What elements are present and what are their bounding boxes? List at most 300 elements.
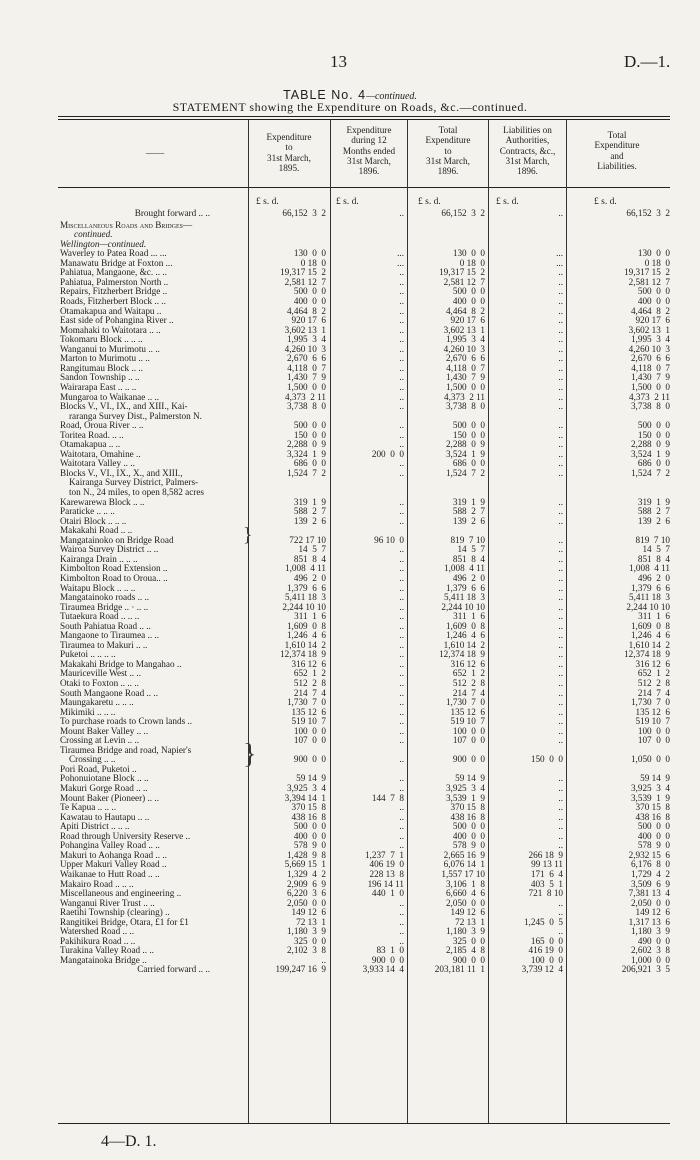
amount-cell: 496 2 0 (293, 572, 326, 583)
amount-cell: .. (399, 315, 404, 326)
amount-cell: 3,739 12 4 (521, 964, 563, 975)
amount-cell: 1,379 6 6 (630, 582, 670, 593)
row-label: Manawatu Bridge at Foxton ... (60, 258, 173, 268)
amount-cell: 5,411 18 3 (284, 592, 326, 602)
amount-cell: 370 15 8 (635, 802, 670, 813)
row-label: Kawatau to Hautapu .. .. (60, 812, 150, 822)
amount-cell: 900 0 0 (371, 954, 404, 965)
row-label: Paraticke .. .. .. (60, 507, 115, 517)
row-label: Kairanga Survey District, Palmers- (69, 478, 199, 488)
amount-cell: 3,394 14 1 (284, 792, 326, 803)
amount-cell: 66,152 3 2 (282, 208, 326, 218)
row-label: Makakahi Bridge to Mangahao .. (60, 659, 182, 669)
amount-cell: .. (558, 907, 563, 918)
amount-cell: 578 9 0 (452, 840, 485, 851)
amount-cell: 3,602 13 1 (628, 324, 670, 335)
amount-cell: .. (558, 506, 563, 517)
amount-cell: .. (558, 496, 563, 507)
amount-cell: .. (399, 506, 404, 517)
amount-cell: 59 14 9 (455, 773, 485, 784)
amount-cell: .. (558, 324, 563, 335)
amount-cell: 150 0 0 (452, 429, 485, 440)
amount-cell: .. (399, 372, 404, 383)
row-label: Sandon Township .. .. (60, 373, 140, 383)
amount-cell: 130 0 0 (452, 248, 485, 259)
column-header-line: during 12 (351, 135, 387, 146)
row-label: Roads, Fitzherbert Block .. .. (60, 297, 166, 306)
amount-cell: 2,102 3 8 (286, 945, 326, 956)
amount-cell: 100 0 0 (637, 725, 670, 736)
amount-cell: 496 2 0 (452, 572, 485, 583)
row-label: Raetihi Township (clearing) .. (60, 908, 170, 918)
amount-cell: 1,180 3 9 (445, 926, 485, 937)
column-header-line: Liabilities on (503, 125, 552, 135)
amount-cell: .. (399, 620, 404, 631)
footer-signature: 4—D. 1. (101, 1133, 157, 1150)
amount-cell: .. (558, 553, 563, 564)
amount-cell: 1,050 0 0 (630, 754, 670, 765)
row-label: continued. (74, 229, 113, 240)
row-label: Road, Oroua River .. .. (60, 421, 144, 431)
amount-cell: .. (558, 420, 563, 431)
amount-cell: .. (558, 658, 563, 669)
row-label: Mangatainoko on Bridge Road (60, 535, 174, 545)
amount-cell: 206,921 3 5 (621, 964, 670, 975)
amount-cell: 107 0 0 (637, 735, 670, 746)
amount-cell: .. (558, 620, 563, 631)
amount-cell: 920 17 6 (450, 315, 485, 326)
amount-cell: 99 13 11 (531, 859, 563, 870)
amount-cell: .. (558, 611, 563, 622)
amount-cell: 438 16 8 (291, 811, 326, 822)
amount-cell: .. (558, 735, 563, 746)
amount-cell: 3,106 1 8 (445, 878, 485, 889)
amount-cell: .. (558, 305, 563, 316)
amount-cell: .. (558, 208, 563, 218)
amount-cell: 311 1 6 (638, 611, 670, 622)
amount-cell: .. (399, 802, 404, 813)
amount-cell: .. (558, 592, 563, 602)
amount-cell: 12,374 18 9 (439, 649, 485, 660)
amount-cell: 19,317 15 2 (439, 267, 485, 278)
rule-head (58, 187, 670, 188)
amount-cell: 149 12 6 (291, 907, 326, 918)
amount-cell: 2,288 0 9 (445, 439, 485, 450)
amount-cell: 1,610 14 2 (628, 639, 670, 650)
amount-cell: 500 0 0 (293, 420, 326, 431)
amount-cell: 440 1 0 (371, 888, 404, 898)
row-label: Toritea Road. .. .. (60, 430, 124, 440)
column-header-description: —— (145, 148, 165, 158)
amount-cell: 2,602 3 8 (630, 945, 670, 956)
row-label: Carried forward .. .. (137, 964, 210, 975)
amount-cell: 2,581 12 7 (443, 276, 485, 287)
unit-col-4: £ s. d. (496, 197, 519, 207)
amount-cell: 920 17 6 (635, 315, 670, 326)
amount-cell: 316 12 6 (450, 658, 485, 669)
amount-cell: .. (399, 324, 404, 335)
row-label: Waverley to Patea Road ... ... (60, 249, 167, 259)
row-label: Repairs, Fitzherbert Bridge .. (60, 287, 168, 297)
amount-cell: .. (558, 840, 563, 851)
amount-cell: 722 17 10 (289, 534, 326, 545)
column-header-line: Liabilities. (597, 160, 637, 171)
row-label: Waikanae to Hutt Road .. .. (60, 869, 160, 879)
amount-cell: 686 0 0 (637, 458, 670, 469)
row-label: Miscellaneous and engineering .. (60, 889, 182, 898)
row-label: Tiraumea Bridge and road, Napier's (60, 745, 192, 755)
amount-cell: 6,076 14 1 (443, 859, 485, 870)
amount-cell: 4,373 2 11 (284, 391, 326, 402)
amount-cell: .. (558, 830, 563, 841)
amount-cell: 14 5 7 (298, 544, 326, 555)
amount-cell: .. (399, 830, 404, 841)
amount-cell: 4,118 0 7 (631, 362, 670, 373)
amount-cell: 652 1 2 (637, 668, 670, 679)
row-label: Otamakapua .. .. (60, 440, 121, 450)
amount-cell: 4,373 2 11 (443, 391, 485, 402)
amount-cell: .. (399, 754, 404, 765)
amount-cell: .. (558, 716, 563, 727)
amount-cell: 6,660 4 6 (445, 888, 485, 898)
amount-cell: .. (399, 697, 404, 707)
column-header-expenditure-1895 (249, 132, 329, 173)
amount-cell: .. (399, 716, 404, 727)
row-label: Mount Baker (Pioneer) .. .. (60, 793, 159, 803)
row-label: Otamakapua and Waitapu .. (60, 306, 162, 316)
amount-cell: 1,995 3 4 (445, 334, 485, 345)
row-label: To purchase roads to Crown lands .. (60, 717, 193, 727)
rule-top-2 (58, 119, 670, 120)
amount-cell: 66,152 3 2 (441, 208, 485, 218)
row-label: Otaki to Foxton .. .. .. (60, 678, 139, 688)
row-label: Waitapu Block .. .. .. (60, 583, 136, 593)
amount-cell: .. (399, 391, 404, 402)
amount-cell: .. (558, 458, 563, 469)
amount-cell: 416 19 0 (528, 945, 563, 956)
amount-cell: .. (558, 401, 563, 411)
row-label: Pahiatua, Mangaone, &c. .. .. (60, 268, 167, 278)
amount-cell: 2,244 10 10 (441, 601, 485, 612)
column-header-line: 31st March, (347, 155, 391, 166)
row-label: Maungakaretu .. .. .. (60, 698, 134, 707)
amount-cell: .. (399, 458, 404, 469)
row-label: Crossing .. .. (69, 755, 116, 765)
amount-cell: 900 0 0 (452, 754, 485, 765)
row-label: Kairanga Drain .. .. .. (60, 554, 138, 564)
amount-cell: 1,246 4 6 (630, 630, 670, 641)
amount-cell: 851 8 4 (293, 553, 326, 564)
amount-cell: 311 1 6 (294, 611, 326, 622)
amount-cell: 588 2 7 (293, 506, 326, 517)
amount-cell: .. (399, 916, 404, 927)
row-label: Te Kapua .. .. .. (60, 803, 116, 813)
amount-cell: .. (399, 544, 404, 555)
amount-cell: .. (399, 821, 404, 832)
row-label: Tutaekura Road .. .. .. (60, 612, 140, 622)
amount-cell: 400 0 0 (452, 296, 485, 306)
amount-cell: .. (399, 725, 404, 736)
row-label: Mauriceville West .. .. (60, 669, 141, 679)
amount-cell: .. (399, 592, 404, 602)
amount-cell: .. (399, 840, 404, 851)
amount-cell: 5,411 18 3 (628, 592, 670, 602)
amount-cell: 66,152 3 2 (626, 208, 670, 218)
column-header-liabilities (489, 125, 566, 176)
amount-cell: 1,008 4 11 (443, 563, 485, 574)
row-label: Turakina Valley Road .. .. (60, 946, 154, 956)
rule-bottom (58, 1123, 670, 1124)
amount-cell: .. (558, 467, 563, 478)
amount-cell: 135 12 6 (635, 706, 670, 717)
amount-cell: 1,246 4 6 (445, 630, 485, 641)
amount-cell: 1,008 4 11 (284, 563, 326, 574)
amount-cell: 370 15 8 (450, 802, 485, 813)
amount-cell: .. (399, 897, 404, 908)
column-header-line: 1896. (437, 166, 459, 177)
amount-cell: 6,220 3 6 (286, 888, 326, 898)
amount-cell: 196 14 11 (367, 878, 404, 889)
amount-cell: 400 0 0 (637, 830, 670, 841)
amount-cell: 512 2 8 (637, 677, 670, 688)
amount-cell: 1,317 13 6 (628, 916, 670, 927)
column-header-line: to (444, 145, 452, 156)
amount-cell: .. (558, 381, 563, 392)
amount-cell: .. (558, 926, 563, 937)
row-label: Makuri Gorge Road .. .. (60, 784, 148, 793)
amount-cell: 519 10 7 (635, 716, 670, 727)
amount-cell: .. (558, 802, 563, 813)
column-header-line: to (285, 142, 293, 153)
amount-cell: .. (399, 601, 404, 612)
amount-cell: 3,324 1 9 (286, 448, 326, 459)
amount-cell: 100 0 0 (530, 954, 563, 965)
amount-cell: 2,244 10 10 (626, 601, 670, 612)
amount-cell: 130 0 0 (637, 248, 670, 259)
amount-cell: 2,185 4 8 (445, 945, 485, 956)
amount-cell: 3,524 1 9 (445, 448, 485, 459)
column-header-line: Expenditure (266, 132, 312, 142)
amount-cell: 149 12 6 (635, 907, 670, 918)
amount-cell: 6,176 8 0 (630, 859, 670, 870)
amount-cell: 1,557 17 10 (441, 868, 485, 879)
amount-cell: .. (399, 267, 404, 278)
amount-cell: 199,247 16 9 (275, 964, 326, 975)
amount-cell: 578 9 0 (293, 840, 326, 851)
amount-cell: 1,730 7 0 (286, 697, 326, 707)
amount-cell: 311 1 6 (453, 611, 485, 622)
amount-cell: 1,500 0 0 (445, 381, 485, 392)
amount-cell: 325 0 0 (452, 935, 485, 946)
amount-cell: 490 0 0 (637, 935, 670, 946)
amount-cell: .. (558, 353, 563, 364)
amount-cell: 4,118 0 7 (446, 362, 485, 373)
amount-cell: 400 0 0 (637, 296, 670, 306)
row-label: Crossing at Levin .. .. (60, 736, 140, 746)
amount-cell: 100 0 0 (293, 725, 326, 736)
amount-cell: .. (558, 343, 563, 354)
amount-cell: .. (399, 553, 404, 564)
row-label: Waitotara Valley .. .. (60, 459, 135, 469)
amount-cell: 96 10 0 (374, 534, 404, 545)
column-header-line: Expenditure (594, 140, 640, 151)
amount-cell: 14 5 7 (457, 544, 485, 555)
amount-cell: 519 10 7 (450, 716, 485, 727)
amount-cell: .. (558, 362, 563, 373)
row-label: Makakahi Road .. .. (60, 526, 133, 536)
row-label: East side of Pohangina River .. (60, 316, 174, 326)
amount-cell: .. (321, 954, 326, 965)
amount-cell: 1,610 14 2 (443, 639, 485, 650)
amount-cell: ... (556, 257, 563, 268)
amount-cell: 588 2 7 (452, 506, 485, 517)
amount-cell: 1,609 0 8 (445, 620, 485, 631)
amount-cell: .. (558, 792, 563, 803)
row-label: Mangatainoka Bridge .. (60, 955, 147, 965)
amount-cell: 1,995 3 4 (630, 334, 670, 345)
amount-cell: 3,933 14 4 (362, 964, 404, 975)
amount-cell: 325 0 0 (293, 935, 326, 946)
amount-cell: .. (399, 362, 404, 373)
amount-cell: 2,581 12 7 (628, 276, 670, 287)
amount-cell: 1,237 7 1 (364, 849, 404, 860)
row-label: Waitotara, Omahine .. (60, 449, 141, 459)
row-label: Puketoi .. .. .. .. (60, 650, 116, 660)
row-label: Rangitikei Bridge, Otara, £1 for £1 (60, 917, 189, 927)
row-label: Tokomaru Block .. .. .. (60, 335, 143, 345)
row-label: Brought forward .. .. (134, 208, 210, 218)
amount-cell: 12,374 18 9 (280, 649, 326, 660)
amount-cell: 59 14 9 (296, 773, 326, 784)
amount-cell: .. (399, 208, 404, 218)
row-label: Mount Baker Valley .. .. (60, 726, 149, 736)
row-label: Makairo Road .. .. .. (60, 879, 134, 889)
amount-cell: 2,050 0 0 (630, 897, 670, 908)
amount-cell: .. (399, 677, 404, 688)
row-label: Mangaone to Tiraumea .. .. (60, 631, 160, 641)
amount-cell: .. (399, 381, 404, 392)
amount-cell: 3,539 1 9 (630, 792, 670, 803)
amount-cell: 100 0 0 (452, 725, 485, 736)
amount-cell: .. (399, 935, 404, 946)
amount-cell: 1,730 7 0 (445, 697, 485, 707)
row-label: Momahaki to Waitotara .. .. (60, 325, 161, 335)
amount-cell: 3,738 8 0 (630, 401, 670, 411)
amount-cell: .. (558, 811, 563, 822)
amount-cell: 1,245 0 5 (523, 916, 563, 927)
row-label: Apiti District .. .. .. (60, 822, 130, 832)
amount-cell: 214 7 4 (293, 687, 326, 698)
row-label: Pohonuiotane Block .. .. (60, 774, 149, 784)
amount-cell: 1,008 4 11 (628, 563, 670, 574)
amount-cell: 1,430 7 9 (445, 372, 485, 383)
amount-cell: 150 0 0 (637, 429, 670, 440)
amount-cell: 1,500 0 0 (286, 381, 326, 392)
unit-col-1: £ s. d. (256, 197, 279, 207)
amount-cell: 920 17 6 (291, 315, 326, 326)
amount-cell: .. (558, 582, 563, 593)
amount-cell: 19,317 15 2 (280, 267, 326, 278)
amount-cell: .. (558, 544, 563, 555)
amount-cell: .. (399, 496, 404, 507)
amount-cell: 0 18 0 (644, 257, 670, 268)
amount-cell: .. (399, 305, 404, 316)
row-label: ton N., 24 miles, to open 8,582 acres (69, 488, 204, 497)
column-header-line: Months ended (342, 145, 396, 156)
row-label: Wairarapa East .. .. .. (60, 382, 137, 392)
amount-cell: .. (558, 276, 563, 287)
amount-cell: .. (399, 582, 404, 593)
amount-cell: 319 1 9 (637, 496, 670, 507)
amount-cell: ... (397, 248, 404, 259)
amount-cell: 14 5 7 (642, 544, 670, 555)
amount-cell: 316 12 6 (635, 658, 670, 669)
amount-cell: 200 0 0 (371, 448, 404, 459)
amount-cell: 4,464 8 2 (445, 305, 485, 316)
amount-cell: 400 0 0 (452, 830, 485, 841)
column-header-line: Total (438, 125, 458, 135)
amount-cell: 319 1 9 (452, 496, 485, 507)
amount-cell: 3,925 3 4 (445, 783, 485, 793)
amount-cell: .. (558, 296, 563, 306)
amount-cell: 1,610 14 2 (284, 639, 326, 650)
row-label: Pohangina Valley Road .. .. (60, 841, 160, 851)
amount-cell: 2,670 6 6 (630, 353, 670, 364)
amount-cell: 4,260 10 3 (443, 343, 485, 354)
amount-cell: 203,181 11 1 (434, 964, 485, 975)
amount-cell: 438 16 8 (635, 811, 670, 822)
amount-cell: .. (558, 697, 563, 707)
amount-cell: 1,379 6 6 (286, 582, 326, 593)
amount-cell: 900 0 0 (452, 954, 485, 965)
unit-col-2: £ s. d. (336, 197, 359, 207)
column-header-line: Authorities, (505, 135, 550, 146)
column-header-total-expenditure-1896 (408, 125, 488, 176)
amount-cell: .. (558, 315, 563, 326)
amount-cell: .. (399, 630, 404, 641)
amount-cell: 319 1 9 (293, 496, 326, 507)
amount-cell: 851 8 4 (637, 553, 670, 564)
amount-cell: 2,050 0 0 (445, 897, 485, 908)
amount-cell: .. (558, 773, 563, 784)
amount-cell: 2,244 10 10 (282, 601, 326, 612)
amount-cell: .. (558, 448, 563, 459)
column-header-expenditure-12-months (331, 125, 407, 176)
amount-cell: .. (558, 725, 563, 736)
row-label: Wanganui to Murimotu .. .. (60, 344, 160, 354)
amount-cell: .. (399, 926, 404, 937)
amount-cell: .. (558, 429, 563, 440)
amount-cell: 2,670 6 6 (445, 353, 485, 364)
amount-cell: .. (558, 601, 563, 612)
amount-cell: .. (399, 467, 404, 478)
amount-cell: .. (399, 658, 404, 669)
amount-cell: .. (399, 811, 404, 822)
amount-cell: 1,430 7 9 (286, 372, 326, 383)
amount-cell: .. (558, 783, 563, 793)
amount-cell: 2,909 6 9 (286, 878, 326, 889)
amount-cell: .. (399, 706, 404, 717)
amount-cell: .. (399, 572, 404, 583)
page-number: 13 (330, 52, 347, 71)
amount-cell: .. (558, 639, 563, 650)
amount-cell: 1,609 0 8 (286, 620, 326, 631)
column-header-line: and (610, 150, 624, 161)
amount-cell: 686 0 0 (293, 458, 326, 469)
row-label: Makuri to Aohanga Road .. .. (60, 850, 167, 860)
amount-cell: .. (399, 907, 404, 918)
column-header-line: 1896. (517, 166, 538, 177)
